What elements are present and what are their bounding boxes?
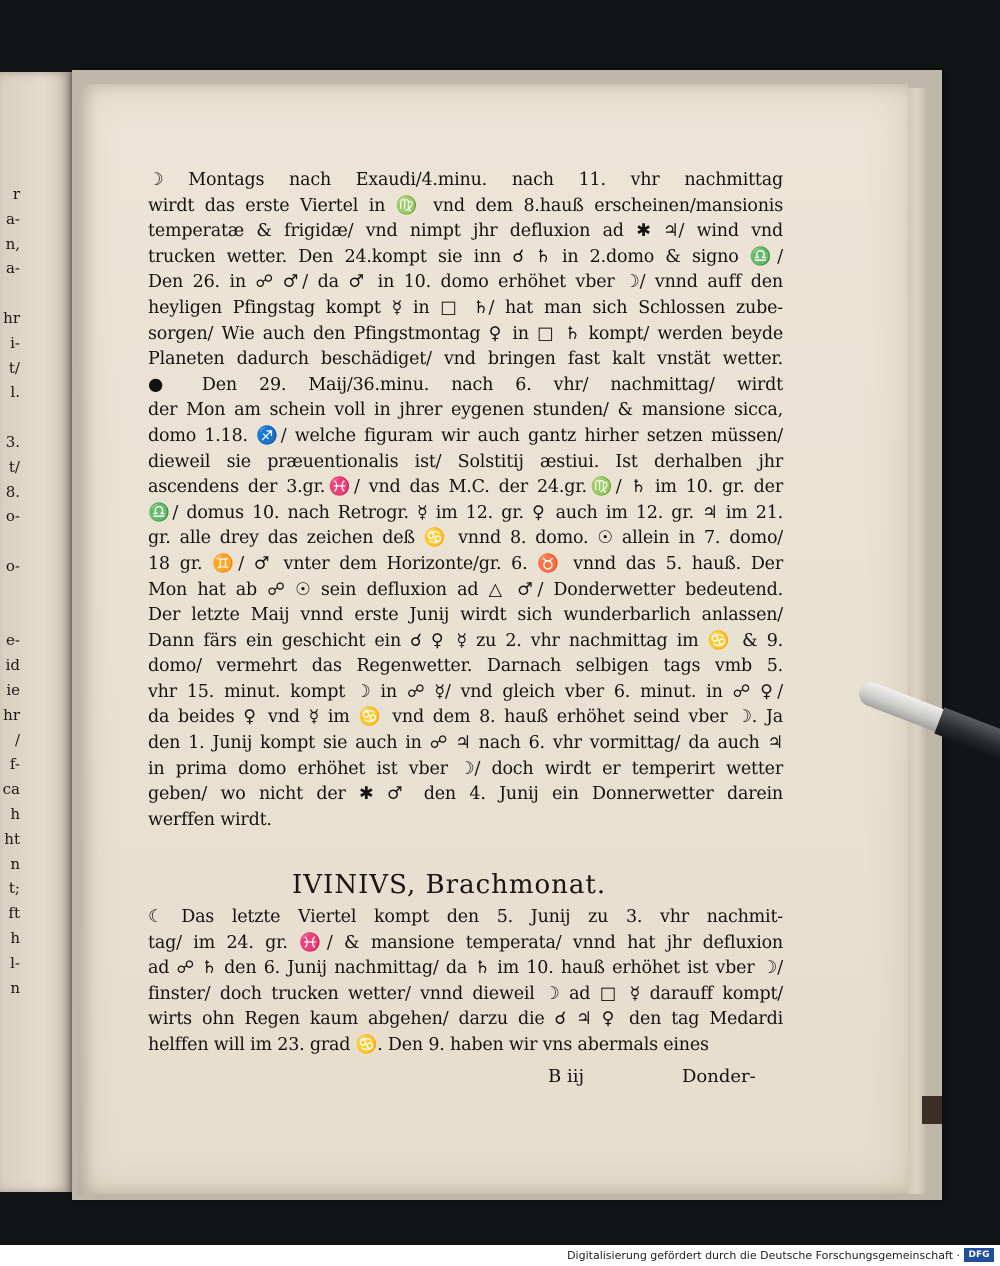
text-line: domo/ vermehrt das Regenwetter. Darnach selbigen tags vmb 5. bbox=[148, 656, 783, 677]
credit-bar bbox=[0, 1245, 1000, 1266]
fragment-line: h bbox=[10, 928, 20, 947]
signature-mark: B iij bbox=[548, 1066, 585, 1087]
fragment-line: n bbox=[10, 854, 20, 873]
text-line: domo 1.18. ♐/ welche figuram wir auch gantz hirher setzen müssen/ bbox=[148, 425, 783, 446]
fragment-line: a- bbox=[5, 209, 20, 228]
text-line: helffen will im 23. grad ♋. Den 9. haben wir vns abermals eines bbox=[148, 1034, 709, 1055]
text-line: temperatæ & frigidæ/ vnd nimpt jhr defluxion ad ✱ ♃/ wind vnd bbox=[148, 221, 783, 242]
fragment-line: ht bbox=[4, 829, 20, 848]
fragment-line bbox=[0, 1000, 20, 1025]
text-line: wirdt das erste Viertel in ♍ vnd dem 8.hauß erscheinen/mansionis bbox=[148, 195, 783, 216]
fragment-line: ft bbox=[8, 904, 20, 923]
catchword: Donder- bbox=[682, 1066, 756, 1087]
body-text-part2 bbox=[148, 905, 783, 1059]
text-line: ascendens der 3.gr.♓/ vnd das M.C. der 24.gr.♍/ ♄ im 10. gr. der bbox=[148, 477, 783, 498]
text-line: heyligen Pfingstag kompt ☿ in □ ♄/ hat man sich Schlossen zube- bbox=[148, 297, 783, 318]
fragment-line: id bbox=[5, 656, 20, 675]
text-line: Den 26. in ☍ ♂/ da ♂ in 10. domo erhöhet vber ☽/ vnnd auff den bbox=[148, 272, 783, 293]
fragment-line: t; bbox=[8, 879, 20, 898]
text-line: geben/ wo nicht der ✱ ♂ den 4. Junij ein Donnerwetter darein bbox=[148, 784, 783, 805]
fragment-line: ie bbox=[6, 680, 20, 699]
fragment-line bbox=[0, 579, 20, 604]
binding-tab bbox=[922, 1096, 942, 1124]
fragment-line: hr bbox=[3, 308, 20, 327]
text-line: Mon hat ab ☍ ☉ sein defluxion ad △ ♂/ Donderwetter bedeutend. bbox=[148, 579, 783, 600]
fragment-line: ca bbox=[2, 780, 20, 799]
previous-page-text-fragments bbox=[0, 182, 20, 1075]
fragment-line: o- bbox=[5, 507, 20, 526]
fragment-line: l. bbox=[10, 383, 20, 402]
fragment-line: t/ bbox=[8, 457, 20, 476]
text-line: dieweil sie præuentionalis ist/ Solstitij æstiui. Ist derhalben jhr bbox=[148, 451, 783, 472]
fragment-line bbox=[0, 604, 20, 629]
text-line: ad ☍ ♄ den 6. Junij nachmittag/ da ♄ im 10. hauß erhöhet ist vber ☽/ bbox=[148, 958, 783, 979]
fragment-line: i- bbox=[10, 333, 20, 352]
text-line: in prima domo erhöhet ist vber ☽/ doch wirdt er temperirt wetter bbox=[148, 758, 783, 779]
fragment-line: hr bbox=[3, 705, 20, 724]
text-line: trucken wetter. Den 24.kompt sie inn ☌ ♄ in 2.domo & signo ♎/ bbox=[148, 246, 783, 267]
text-line: 18 gr. ♊/ ♂ vnter dem Horizonte/gr. 6. ♉ vnnd das 5. hauß. Der bbox=[148, 553, 783, 574]
page-stack-edge bbox=[906, 88, 928, 1194]
fragment-line bbox=[0, 281, 20, 306]
fragment-line: o- bbox=[5, 556, 20, 575]
text-line: finster/ doch trucken wetter/ vnnd dieweil ☽ ad □ ☿ darauff kompt/ bbox=[148, 983, 783, 1004]
fragment-line: 8. bbox=[5, 482, 20, 501]
text-line: wirts ohn Regen kaum abgehen/ darzu die ☌ ♃ ♀ den tag Medardi bbox=[148, 1009, 783, 1030]
fragment-line: a- bbox=[5, 259, 20, 278]
fragment-line bbox=[0, 1025, 20, 1050]
fragment-line bbox=[0, 405, 20, 430]
credit-text: Digitalisierung gefördert durch die Deutsche Forschungsgemeinschaft · bbox=[567, 1249, 960, 1262]
text-line: tag/ im 24. gr. ♓/ & mansione temperata/ vnnd hat jhr defluxion bbox=[148, 932, 783, 953]
dfg-logo[interactable]: DFG bbox=[964, 1248, 994, 1262]
text-line: vhr 15. minut. kompt ☽ in ☍ ☿/ vnd gleich vber 6. minut. in ☍ ♀/ bbox=[148, 681, 783, 702]
text-line: ☾ Das letzte Viertel kompt den 5. Junij zu 3. vhr nachmit- bbox=[148, 907, 783, 927]
month-heading: IVINIVS, Brachmonat. bbox=[292, 870, 607, 900]
text-line: Dann färs ein geschicht ein ☌ ♀ ☿ zu 2. vhr nachmittag im ♋ & 9. bbox=[148, 630, 783, 651]
fragment-line: e- bbox=[6, 631, 20, 650]
fragment-line: t/ bbox=[8, 358, 20, 377]
fragment-line: h bbox=[10, 804, 20, 823]
text-line: ♎/ domus 10. nach Retrogr. ☿ im 12. gr. ♀ auch im 12. gr. ♃ im 21. bbox=[148, 502, 783, 523]
fragment-line bbox=[0, 1050, 20, 1075]
text-line: ● Den 29. Maij/36.minu. nach 6. vhr/ nachmittag/ wirdt bbox=[148, 374, 783, 395]
text-line: da beides ♀ vnd ☿ im ♋ vnd dem 8. hauß erhöhet seind vber ☽. Ja bbox=[148, 707, 783, 728]
fragment-line: 3. bbox=[5, 432, 20, 451]
body-text-part1 bbox=[148, 168, 783, 833]
text-line: der Mon am schein voll in jhrer eygenen stunden/ & mansione sicca, bbox=[148, 400, 783, 421]
text-line: werffen wirdt. bbox=[148, 809, 272, 830]
fragment-line bbox=[0, 529, 20, 554]
fragment-line: f- bbox=[9, 755, 20, 774]
text-line: sorgen/ Wie auch den Pfingstmontag ♀ in □ ♄ kompt/ werden beyde bbox=[148, 323, 783, 344]
fragment-line: n, bbox=[5, 234, 20, 253]
fragment-line: n bbox=[10, 978, 20, 997]
previous-page-edge bbox=[0, 72, 72, 1192]
text-line: Planeten dadurch beschädiget/ vnd bringen fast kalt vnstät wetter. bbox=[148, 349, 783, 370]
text-line: Der letzte Maij vnnd erste Junij wirdt sich wunderbarlich anlassen/ bbox=[148, 605, 783, 626]
text-line: den 1. Junij kompt sie auch in ☍ ♃ nach 6. vhr vormittag/ da auch ♃ bbox=[148, 733, 783, 754]
text-line: gr. alle drey das zeichen deß ♋ vnnd 8. domo. ☉ allein in 7. domo/ bbox=[148, 528, 783, 549]
fragment-line: r bbox=[12, 185, 20, 203]
text-line: ☽ Montags nach Exaudi/4.minu. nach 11. vhr nachmittag bbox=[148, 170, 783, 190]
fragment-line: / bbox=[14, 730, 20, 749]
pen-body bbox=[934, 707, 1000, 783]
fragment-line: l- bbox=[10, 953, 20, 972]
